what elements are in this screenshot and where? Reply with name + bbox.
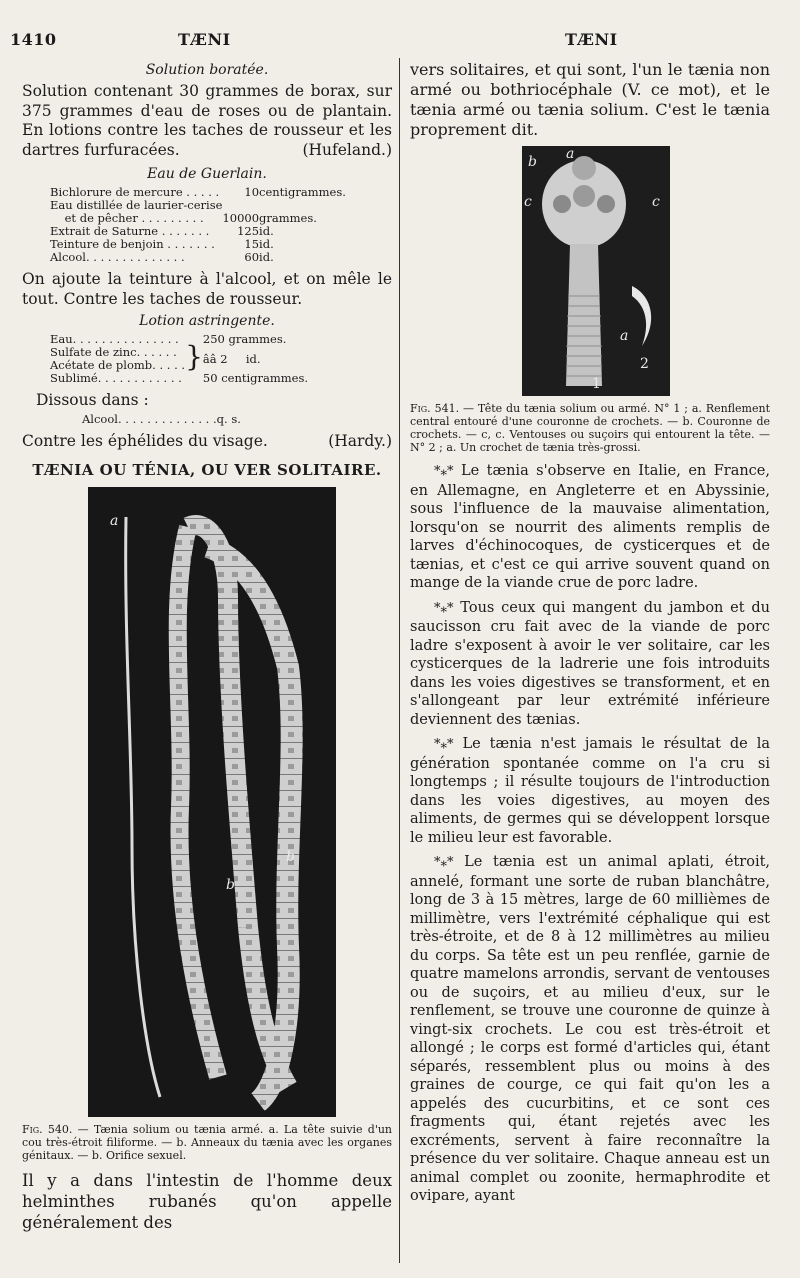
paragraph-3 bbox=[410, 735, 770, 847]
ingredient-qty: 15 bbox=[244, 237, 260, 251]
alcool-recipe bbox=[82, 413, 241, 426]
running-head-right: TÆNI bbox=[565, 30, 618, 49]
ingredient-name: Teinture de benjoin . . . . . . . bbox=[50, 237, 215, 251]
guerlain-title: Eau de Guerlain. bbox=[147, 166, 267, 182]
ingredient-qty: 10 bbox=[244, 185, 260, 199]
ingredient-unit: grammes. bbox=[259, 211, 317, 225]
tapeworm-illustration bbox=[88, 487, 336, 1117]
recipe-row bbox=[82, 413, 241, 426]
fig540-label-a: a bbox=[110, 513, 119, 529]
lotion-title: Lotion astringente. bbox=[139, 313, 275, 329]
paragraph-text: Le tænia est un animal aplati, étroit, annelé, formant une sorte de ruban blanchâtre, long de 3 à 15 mètres, large de 60 millièmes de millimètre, vers l'extrémité céphalique qui est très-étroite, et de 8 à 12 millimètres au milieu du corps. Sa tête est un peu renflée, garnie de quatre mamelons arrondis, servant de ventouses ou de suçoirs, et au milieu d'eux, sur le renflement, se trouve une couronne de quinze à vingt-six crochets. Le cou est très-étroit et allongé ; le corps est formé d'articles qui, étant séparés, ressemblent plus ou moins à des graines de courge, ce qui fait qu'on les a appelés des cucurbitins, et ce sont ces fragments qui, étant rejetés avec les excréments, servent à faire reconnaître la présence du ver solitaire. Chaque anneau est un animal complet ou zoonite, hermaphrodite et ovipare, ayant bbox=[410, 854, 771, 1204]
column-divider bbox=[399, 58, 400, 1263]
ingredient-name: Alcool. . . . . . . . . . . . . . bbox=[50, 250, 185, 264]
paragraph-text: Le tænia n'est jamais le résultat de la génération spontanée comme on l'a cru si longtemps ; il résulte toujours de l'introduction dans les voies digestives, au moyen des aliments, de germes qui se développent lorsque le milieu leur est favorable. bbox=[410, 736, 770, 846]
caption-number: Fig. 541. bbox=[410, 402, 460, 415]
solution-body: Solution contenant 30 grammes de borax, sur 375 grammes d'eau de roses ou de plantain. En lotions contre les taches de rousseur et les dartres furfuracées. bbox=[22, 82, 392, 159]
left-column bbox=[22, 60, 392, 1233]
ingredient-unit: id. bbox=[259, 237, 274, 251]
fig541-label-2: 2 bbox=[640, 356, 649, 372]
stars: *⁎* bbox=[434, 464, 454, 479]
stars: *⁎* bbox=[434, 600, 454, 616]
paragraph-2 bbox=[410, 599, 770, 730]
right-column bbox=[410, 60, 770, 1212]
section-heading: TÆNIA OU TÉNIA, OU VER SOLITAIRE. bbox=[32, 461, 382, 479]
figure-541-caption bbox=[410, 402, 770, 454]
paragraph-text: Le tænia s'observe en Italie, en France, en Allemagne, en Angleterre et en Abyssinie, sous l'influence de la mauvaise alimentation, lorsqu'on se nourrit des aliments remplis de larves d'échinocoques, de cysticerques et de tænias, et c'est ce qui arrive souvent quand on mange de la viande crue de porc ladre. bbox=[410, 463, 770, 591]
ephelides-text bbox=[22, 432, 392, 452]
brace-qty: ââ 2 bbox=[202, 351, 228, 366]
intro-paragraph: vers solitaires, et qui sont, l'un le tænia non armé ou bothriocéphale (V. ce mot), et le tænia armé ou tænia solium. C'est le tænia proprement dit. bbox=[410, 60, 770, 139]
guerlain-text: On ajoute la teinture à l'alcool, et on mêle le tout. Contre les taches de rousseur. bbox=[22, 270, 392, 308]
paragraph-1 bbox=[410, 462, 770, 593]
ingredient-qty: q. s. bbox=[216, 411, 241, 426]
fig541-label-a2: a bbox=[620, 328, 629, 344]
fig541-label-c2: c bbox=[652, 194, 660, 210]
ingredient-qty: 125 bbox=[237, 224, 260, 238]
dissous-text: Dissous dans : bbox=[36, 391, 149, 409]
ingredient-name: Acétate de plomb. . . . . bbox=[50, 358, 186, 372]
ingredient-unit: centigrammes. bbox=[259, 185, 346, 199]
page-number: 1410 bbox=[10, 30, 57, 49]
ingredient-name: Sulfate de zinc. . . . . . bbox=[50, 345, 177, 359]
lotion-recipe bbox=[50, 333, 308, 385]
fig541-label-b: b bbox=[528, 154, 537, 170]
bottom-paragraph: Il y a dans l'intestin de l'homme deux helminthes rubanés qu'on appelle généralement des bbox=[22, 1171, 392, 1232]
figure-540-tapeworm bbox=[88, 487, 336, 1117]
ingredient-unit: id. bbox=[259, 250, 274, 264]
ephelides-source: (Hardy.) bbox=[328, 431, 392, 450]
brace-unit: id. bbox=[245, 351, 261, 366]
ingredient-name: Eau. . . . . . . . . . . . . . . bbox=[50, 332, 179, 346]
ingredient-qty: 250 grammes. bbox=[202, 332, 287, 346]
running-head-left: TÆNI bbox=[178, 30, 231, 49]
recipe-row bbox=[50, 372, 308, 385]
caption-number: Fig. 540. bbox=[22, 1123, 73, 1136]
figure-541-tapeworm-head bbox=[522, 146, 670, 396]
ingredient-name: Extrait de Saturne . . . . . . . bbox=[50, 224, 210, 238]
solution-text bbox=[22, 82, 392, 160]
caption-text: — Tænia solium ou tænia armé. a. La tête suivie d'un cou très-étroit filiforme. — b. Anneaux du tænia avec les organes génitaux. — b. Orifice sexuel. bbox=[22, 1123, 393, 1162]
paragraph-text: Tous ceux qui mangent du jambon et du saucisson cru fait avec de la viande de porc ladre s'exposent à avoir le ver solitaire, car les cysticerques de la ladrerie une fois introduits dans les voies digestives se transforment, et en s'allongeant par leur extrémité inférieure deviennent des tænias. bbox=[410, 599, 771, 728]
fig541-label-1: 1 bbox=[592, 376, 601, 392]
ingredient-qty bbox=[203, 346, 308, 372]
ingredient-unit: id. bbox=[259, 224, 274, 238]
caption-text: — Tête du tænia solium ou armé. N° 1 ; a. Renflement central entouré d'une couronne de crochets. — b. Couronne de crochets. — c, c. Ventouses ou suçoirs qui entourent la tête. — N° 2 ; a. Un crochet de tænia très-grossi. bbox=[410, 402, 770, 454]
fig540-label-b2: b bbox=[286, 849, 295, 865]
ingredient-name: Sublimé. . . . . . . . . . . . bbox=[50, 371, 182, 385]
fig540-label-b1: b bbox=[226, 877, 235, 893]
ingredient-name: et de pêcher . . . . . . . . . bbox=[50, 211, 204, 225]
paragraph-4 bbox=[410, 853, 770, 1206]
brace: } bbox=[185, 340, 203, 373]
stars: *⁎* bbox=[434, 855, 454, 870]
ingredient-name: Alcool. . . . . . . . . . . . . . bbox=[82, 411, 217, 426]
ingredient-qty: 50 centigrammes. bbox=[202, 371, 309, 385]
fig541-label-a: a bbox=[566, 146, 575, 162]
fig541-label-c1: c bbox=[524, 194, 532, 210]
ingredient-qty: 60 bbox=[244, 250, 260, 264]
recipe-row bbox=[50, 251, 346, 264]
ingredient-name: Bichlorure de mercure . . . . . bbox=[50, 185, 220, 199]
figure-540-caption bbox=[22, 1123, 392, 1162]
solution-source: (Hufeland.) bbox=[302, 140, 392, 159]
ephelides-body: Contre les éphélides du visage. bbox=[22, 431, 268, 450]
solution-title: Solution boratée. bbox=[145, 62, 269, 78]
stars: *⁎* bbox=[434, 737, 454, 752]
guerlain-recipe bbox=[50, 186, 346, 264]
ingredient-name: Eau distillée de laurier-cerise bbox=[50, 198, 223, 212]
ingredient-qty: 10000 bbox=[222, 211, 260, 225]
